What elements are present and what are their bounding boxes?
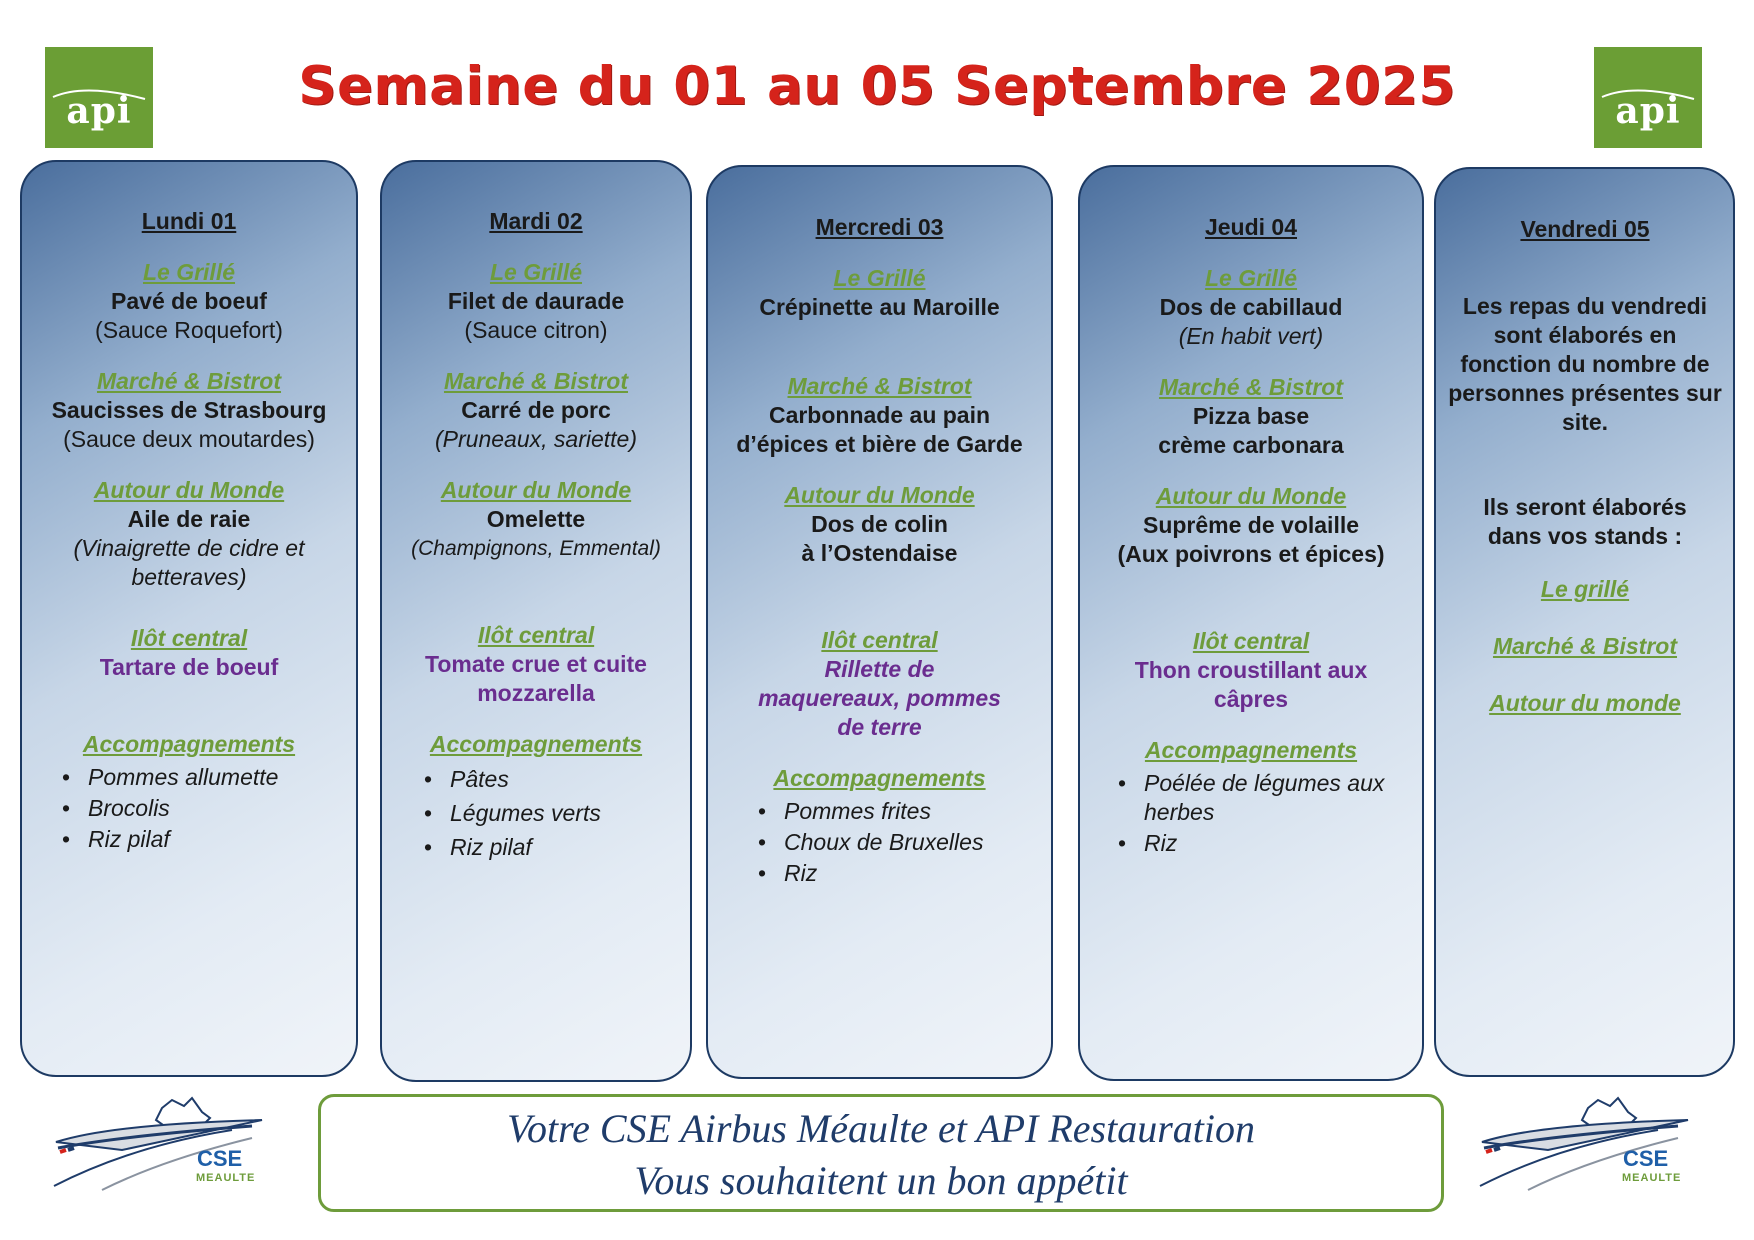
cse-logo-right (1478, 1090, 1693, 1200)
list-item: • Pâtes (422, 763, 680, 795)
stand-name: Le grillé (1540, 576, 1630, 602)
dish-name: Dos de cabillaud (1159, 294, 1343, 320)
dish-name: Carbonnade au pain d’épices et bière de Garde (736, 402, 1023, 457)
section-title-ilot: Ilôt central (477, 622, 595, 648)
day-label: Lundi 01 (141, 208, 237, 234)
list-item: • Choux de Bruxelles (756, 828, 1043, 857)
dish-name: Thon croustillant aux câpres (1134, 657, 1368, 712)
day-column-thursday (1086, 213, 1416, 860)
section-title-marche: Marché & Bistrot (96, 368, 282, 394)
dish-name: Suprême de volaille (1142, 512, 1360, 538)
sides-list (756, 797, 1043, 888)
dish-name: Dos de colin (811, 511, 948, 537)
section-title-accompagnements: Accompagnements (429, 731, 643, 757)
list-item: • Riz pilaf (60, 825, 348, 854)
section-title-ilot: Ilôt central (1192, 628, 1310, 654)
section-title-accompagnements: Accompagnements (82, 731, 296, 757)
footer-line-2: Vous souhaitent un bon appétit (634, 1158, 1128, 1203)
sides-list (1116, 769, 1416, 858)
cse-logo-text: CSE (1623, 1146, 1669, 1171)
cse-logo-left (52, 1090, 267, 1200)
list-item: • Légumes verts (422, 797, 680, 829)
section-title-accompagnements: Accompagnements (1144, 737, 1358, 763)
list-item: • Pommes frites (756, 797, 1043, 826)
dish-name: Saucisses de Strasbourg (51, 397, 327, 423)
section-title-monde: Autour du Monde (784, 482, 975, 508)
section-title-monde: Autour du Monde (93, 477, 285, 503)
dish-name: (Aux poivrons et épices) (1117, 541, 1385, 567)
dish-name: à l’Ostendaise (801, 540, 958, 566)
day-column-friday (1448, 215, 1722, 718)
day-column-wednesday (716, 213, 1043, 890)
day-column-monday (30, 207, 348, 856)
dish-name: Omelette (486, 506, 586, 532)
dish-note: (Sauce deux moutardes) (63, 426, 315, 452)
dish-note: (Champignons, Emmental) (411, 537, 661, 560)
section-title-grille: Le Grillé (489, 259, 583, 285)
footer-line-1: Votre CSE Airbus Méaulte et API Restauration (506, 1106, 1256, 1151)
dish-name: Pizza base crème carbonara (1158, 403, 1344, 458)
sides-list (422, 763, 680, 863)
stand-name: Marché & Bistrot (1492, 633, 1678, 659)
section-title-marche: Marché & Bistrot (787, 373, 972, 399)
dish-name: Tartare de boeuf (99, 654, 279, 680)
list-item: • Brocolis (60, 794, 348, 823)
cse-logo-subtext: MEAULTE (1622, 1172, 1682, 1184)
list-item: • Riz (756, 859, 1043, 888)
section-title-monde: Autour du Monde (440, 477, 632, 503)
day-column-tuesday (392, 207, 680, 865)
cse-logo-text: CSE (197, 1146, 243, 1171)
friday-info-text-2: Ils seront élaborés dans vos stands : (1483, 494, 1687, 549)
dish-name: Filet de daurade (447, 288, 625, 314)
stand-name: Autour du monde (1489, 690, 1681, 716)
dish-name: Carré de porc (461, 397, 611, 423)
footer-message (318, 1094, 1444, 1212)
list-item: • Riz pilaf (422, 831, 680, 863)
section-title-grille: Le Grillé (833, 265, 926, 291)
dish-note: (En habit vert) (1178, 323, 1324, 349)
cse-logo-subtext: MEAULTE (196, 1172, 256, 1184)
list-item: • Poélée de légumes aux herbes (1116, 769, 1416, 827)
sides-list (60, 763, 348, 854)
day-label: Jeudi 04 (1204, 214, 1298, 240)
section-title-accompagnements: Accompagnements (773, 765, 986, 791)
dish-name: Tomate crue et cuite mozzarella (425, 651, 647, 706)
dish-name: Rillette de maquereaux, pommes de terre (758, 656, 1001, 740)
list-item: • Pommes allumette (60, 763, 348, 792)
dish-note: (Pruneaux, sariette) (435, 426, 637, 452)
api-logo-text: api (1615, 90, 1681, 132)
dish-note: (Sauce citron) (464, 317, 608, 343)
dish-name: Pavé de boeuf (111, 288, 267, 314)
api-logo-right (1594, 47, 1702, 148)
day-label: Mardi 02 (489, 208, 583, 234)
page-title: Semaine du 01 au 05 Septembre 2025 (298, 56, 1456, 117)
dish-note: (Sauce Roquefort) (95, 317, 283, 343)
list-item: • Riz (1116, 829, 1416, 858)
dish-note: (Vinaigrette de cidre et betteraves) (73, 535, 305, 590)
dish-name: Aile de raie (127, 506, 251, 532)
friday-info-text: Les repas du vendredi sont élaborés en fonction du nombre de personnes présentes sur site. (1448, 293, 1722, 435)
section-title-ilot: Ilôt central (130, 625, 248, 651)
section-title-grille: Le Grillé (1204, 265, 1298, 291)
day-label: Vendredi 05 (1520, 216, 1650, 242)
section-title-grille: Le Grillé (142, 259, 236, 285)
dish-name: Crépinette au Maroille (759, 294, 1000, 320)
section-title-monde: Autour du Monde (1155, 483, 1347, 509)
day-label: Mercredi 03 (815, 214, 944, 240)
section-title-ilot: Ilôt central (821, 627, 938, 653)
section-title-marche: Marché & Bistrot (443, 368, 629, 394)
api-logo-text: api (66, 90, 132, 132)
section-title-marche: Marché & Bistrot (1158, 374, 1344, 400)
